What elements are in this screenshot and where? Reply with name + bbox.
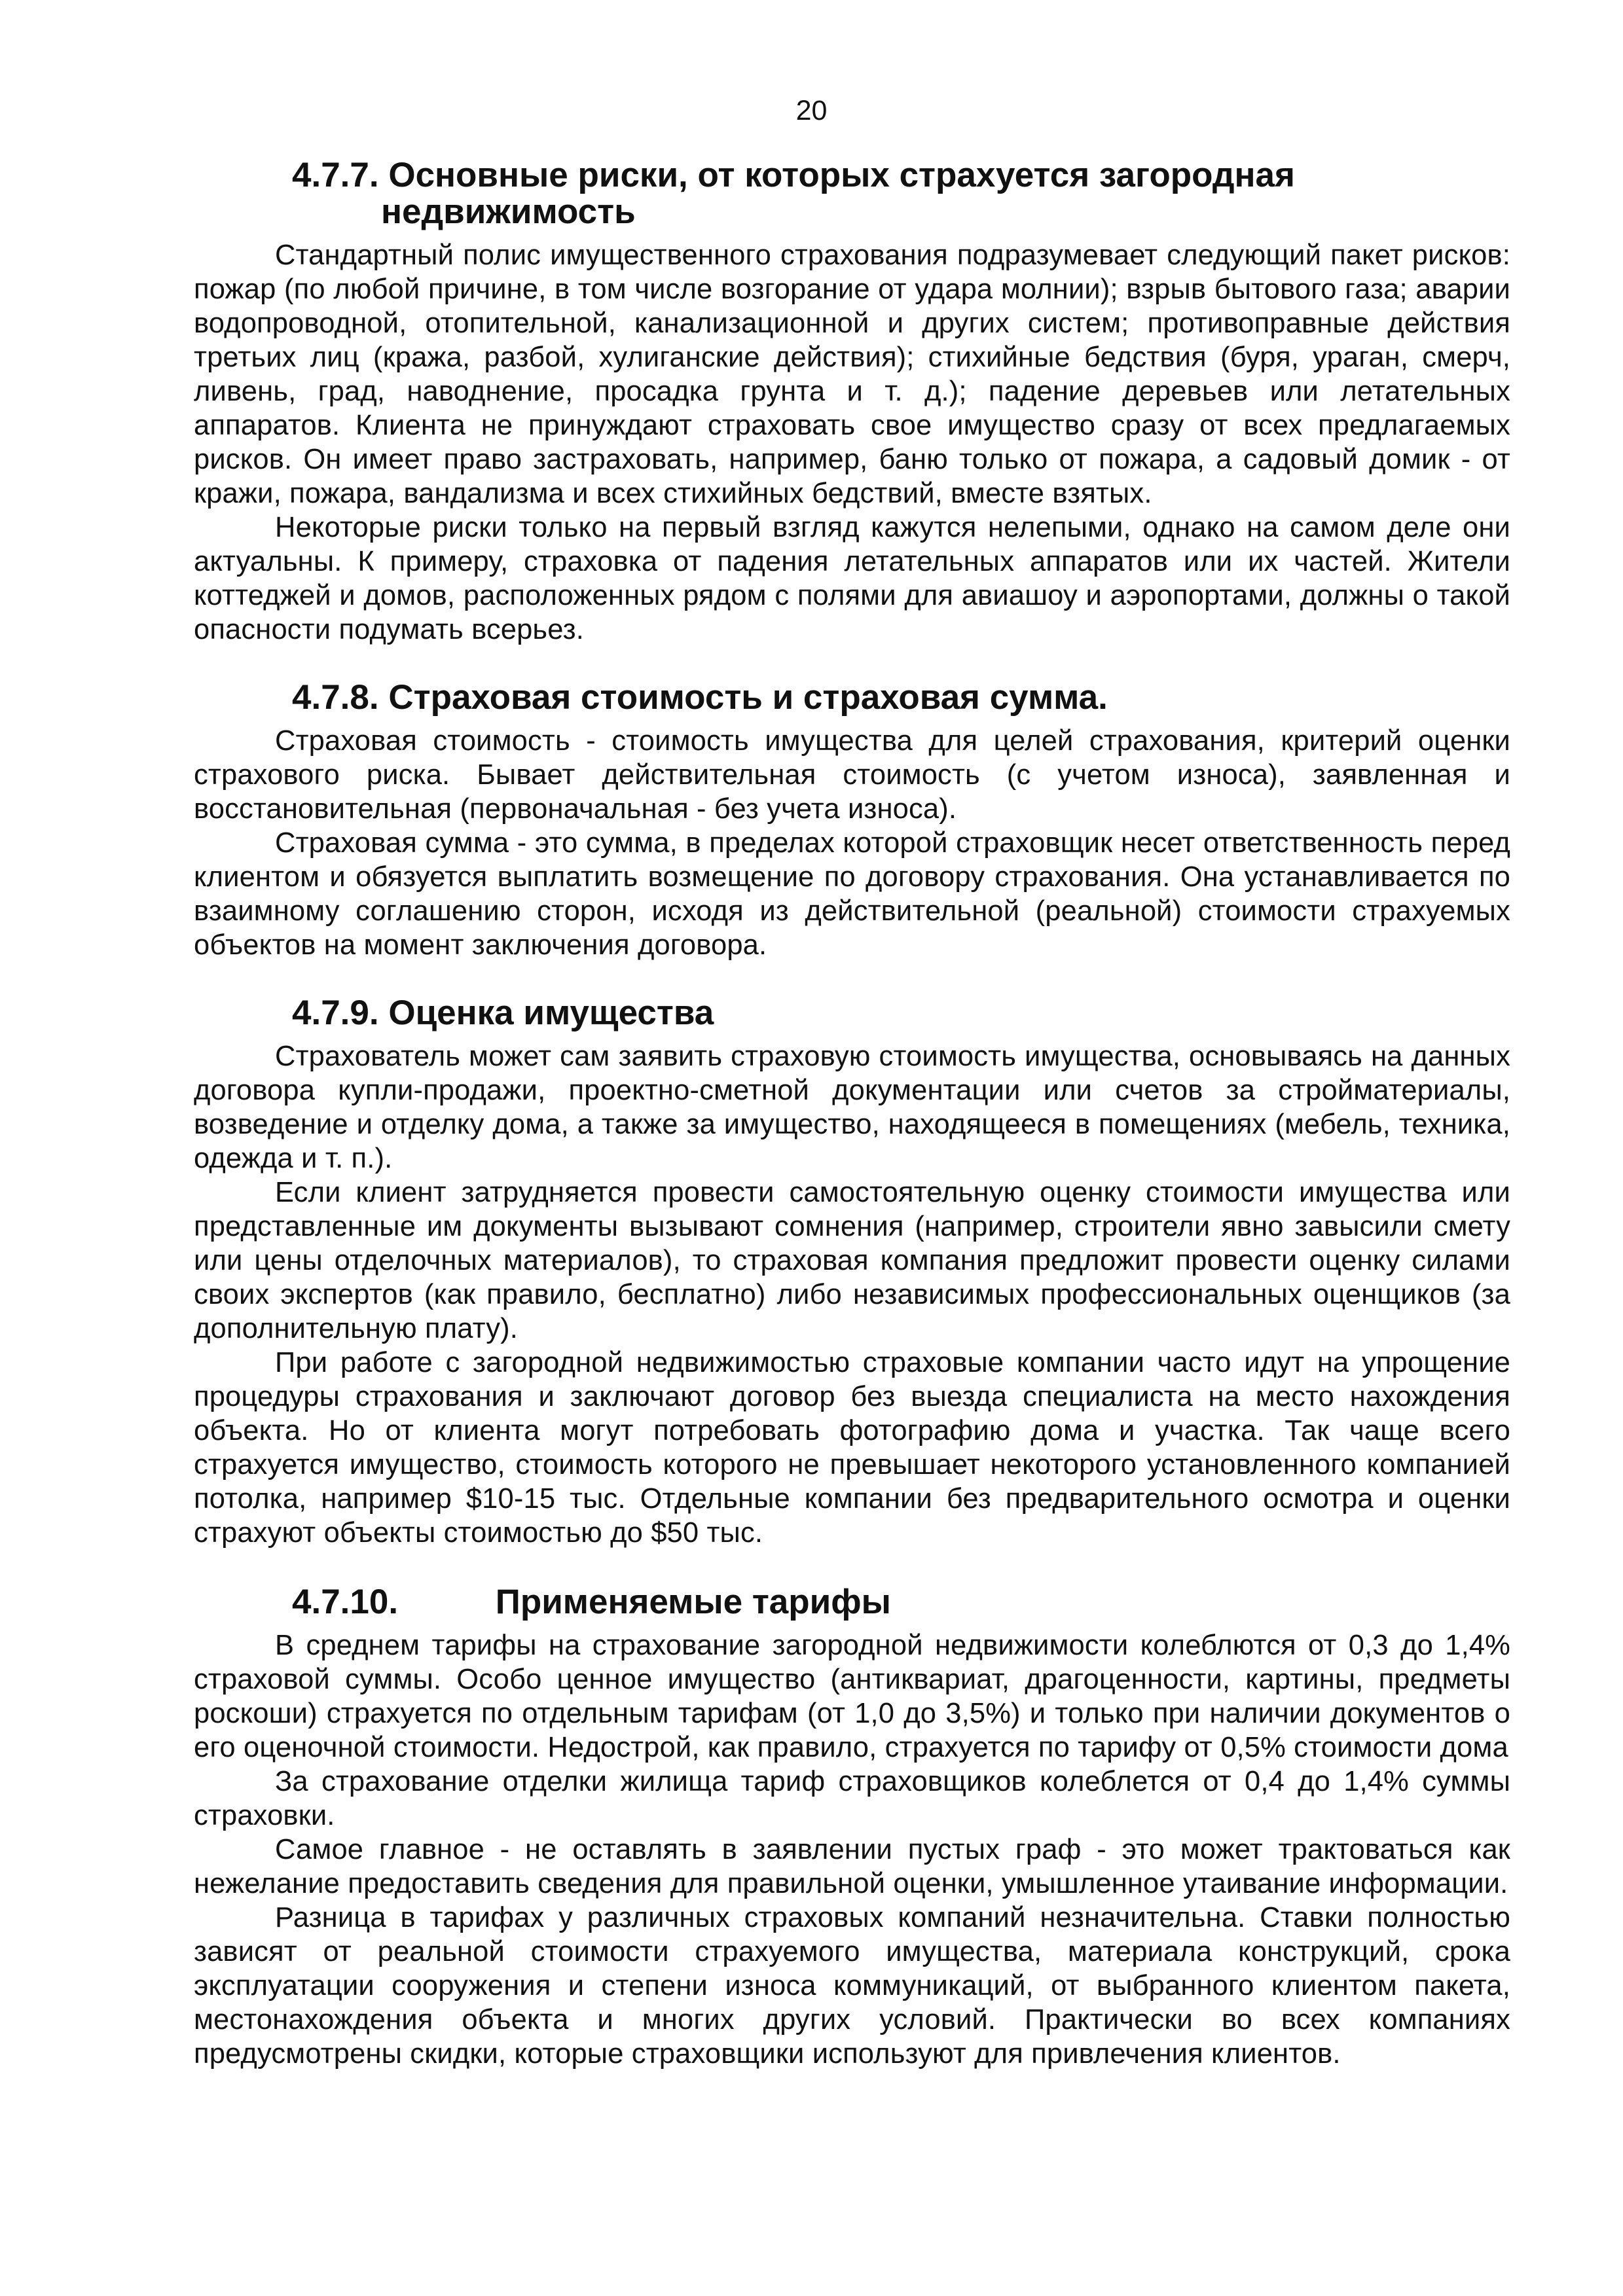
paragraph: Стандартный полис имущественного страхования подразумевает следующий пакет рисков: пожар (по любой причине, в том числе возгорание от удара молнии); взрыв бытового газа; аварии водопроводной, отопительной, канализационной и других систем; противоправные действия третьих лиц (кража, разбой, хулиганские действия); стихийные бедствия (буря, ураган, смерч, ливень, град, наводнение, просадка грунта и т. д.); падение деревьев или летательных аппаратов. Клиента не принуждают страховать свое имущество сразу от всех предлагаемых рисков. Он имеет право застраховать, например, баню только от пожара, а садовый домик - от кражи, пожара, вандализма и всех стихийных бедствий, вместе взятых. xyxy=(194,240,1510,509)
paragraph: Если клиент затрудняется провести самостоятельную оценку стоимости имущества или представленные им документы вызывают сомнения (например, строители явно завысили смету или цены отделочных материалов), то страховая компания предложит провести оценку силами своих экспертов (как правило, бесплатно) либо независимых профессиональных оценщиков (за дополнительную плату). xyxy=(194,1177,1510,1344)
paragraph: Страховая стоимость - стоимость имущества для целей страхования, критерий оценки страхового риска. Бывает действительная стоимость (с учетом износа), заявленная и восстановительная (первоначальная - без учета износа). xyxy=(194,725,1510,825)
paragraph: При работе с загородной недвижимостью страховые компании часто идут на упрощение процедуры страхования и заключают договор без выезда специалиста на место нахождения объекта. Но от клиента могут потребовать фотографию дома и участка. Так чаще всего страхуется имущество, стоимость которого не превышает некоторого установленного компанией потолка, например $10-15 тыс. Отдельные компании без предварительного осмотра и оценки страхуют объекты стоимостью до $50 тыс. xyxy=(194,1347,1510,1549)
section-number: 4.7.10. xyxy=(292,1583,399,1621)
document-body xyxy=(194,157,1510,2071)
section-title: Применяемые тарифы xyxy=(495,1583,891,1621)
section-title-line2: недвижимость xyxy=(381,192,636,231)
section-heading-4-7-8 xyxy=(194,679,1510,716)
paragraph: Некоторые риски только на первый взгляд кажутся нелепыми, однако на самом деле они актуальны. К примеру, страховка от падения летательных аппаратов или их частей. Жители коттеджей и домов, расположенных рядом с полями для авиашоу и аэропортами, должны о такой опасности подумать всерьез. xyxy=(194,512,1510,645)
page-number: 20 xyxy=(795,95,828,126)
paragraph: В среднем тарифы на страхование загородной недвижимости колеблются от 0,3 до 1,4% страховой суммы. Особо ценное имущество (антиквариат, драгоценности, картины, предметы роскоши) страхуется по отдельным тарифам (от 1,0 до 3,5%) и только при наличии документов о его оценочной стоимости. Недострой, как правило, страхуется по тарифу от 0,5% стоимости дома xyxy=(194,1630,1510,1763)
paragraph: Разница в тарифах у различных страховых компаний незначительна. Ставки полностью зависят от реальной стоимости страхуемого имущества, материала конструкций, срока эксплуатации сооружения и степени износа коммуникаций, от выбранного клиентом пакета, местонахождения объекта и многих других условий. Практически во всех компаниях предусмотрены скидки, которые страховщики используют для привлечения клиентов. xyxy=(194,1902,1510,2070)
section-number: 4.7.8. xyxy=(292,678,379,717)
paragraph: Самое главное - не оставлять в заявлении пустых граф - это может трактоваться как нежелание предоставить сведения для правильной оценки, умышленное утаивание информации. xyxy=(194,1834,1510,1899)
section-title: Страховая стоимость и страховая сумма. xyxy=(388,678,1108,717)
section-title-line1: Основные риски, от которых страхуется загородная xyxy=(388,156,1295,194)
section-heading-4-7-7 xyxy=(194,157,1510,230)
paragraph: Страховая сумма - это сумма, в пределах которой страховщик несет ответственность перед клиентом и обязуется выплатить возмещение по договору страхования. Она устанавливается по взаимному соглашению сторон, исходя из действительной (реальной) стоимости страхуемых объектов на момент заключения договора. xyxy=(194,827,1510,961)
paragraph: За страхование отделки жилища тариф страховщиков колеблется от 0,4 до 1,4% суммы страховки. xyxy=(194,1766,1510,1831)
section-number: 4.7.7. xyxy=(292,156,379,194)
section-title: Оценка имущества xyxy=(388,994,714,1032)
section-heading-4-7-10 xyxy=(194,1584,1510,1621)
section-number: 4.7.9. xyxy=(292,994,379,1032)
section-heading-4-7-9 xyxy=(194,995,1510,1031)
paragraph: Страхователь может сам заявить страховую стоимость имущества, основываясь на данных договора купли-продажи, проектно-сметной документации или счетов за стройматериалы, возведение и отделку дома, а также за имущество, находящееся в помещениях (мебель, техника, одежда и т. п.). xyxy=(194,1041,1510,1174)
